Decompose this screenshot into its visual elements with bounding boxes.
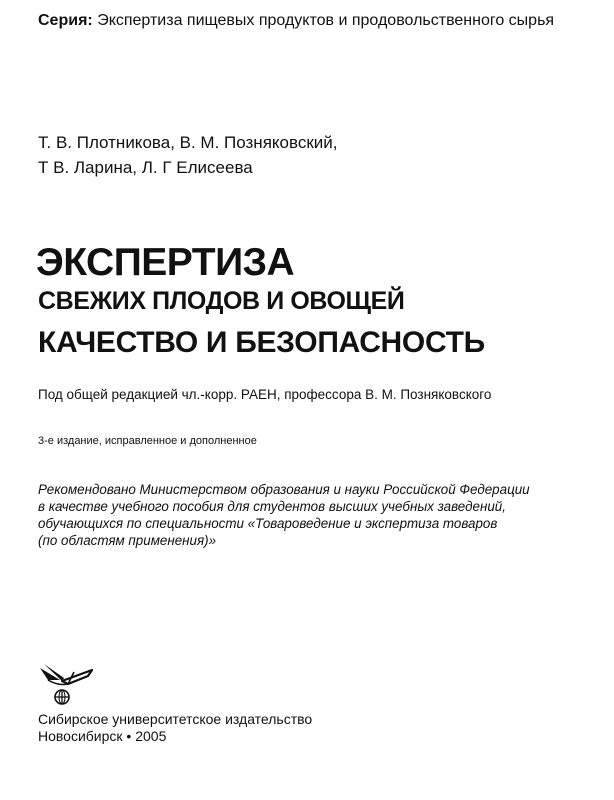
recommendation-line-2: в качестве учебного пособия для студентов высших учебных заведений, xyxy=(38,499,506,514)
recommendation-line-3: обучающихся по специальности «Товароведение и экспертиза товаров xyxy=(38,516,498,531)
publisher-block xyxy=(38,711,312,745)
book-title-subtitle-2: КАЧЕСТВО И БЕЗОПАСНОСТЬ xyxy=(38,326,485,359)
recommendation-text xyxy=(38,481,530,549)
authors-line-1: Т. В. Плотникова, В. М. Позняковский, xyxy=(38,133,338,152)
recommendation-line-1: Рекомендовано Министерством образования и науки Российской Федерации xyxy=(38,482,530,497)
recommendation-line-4: (по областям применения)» xyxy=(38,533,217,548)
publisher-logo-icon xyxy=(38,660,94,706)
edition-line: 3-е издание, исправленное и дополненное xyxy=(38,435,257,447)
book-title-subtitle-1: СВЕЖИХ ПЛОДОВ И ОВОЩЕЙ xyxy=(38,287,405,315)
book-title-main: ЭКСПЕРТИЗА xyxy=(36,241,295,284)
authors xyxy=(38,130,337,180)
editor-line: Под общей редакцией чл.-корр. РАЕН, профессора В. М. Позняковского xyxy=(38,387,492,402)
series-title: Экспертиза пищевых продуктов и продовольственного сырья xyxy=(97,12,555,29)
series-label: Серия: xyxy=(38,12,93,29)
publisher-city-year: Новосибирск • 2005 xyxy=(38,728,167,744)
authors-line-2: Т В. Ларина, Л. Г Елисеева xyxy=(38,158,253,177)
series-line xyxy=(38,12,554,30)
publisher-name: Сибирское университетское издательство xyxy=(38,711,313,727)
